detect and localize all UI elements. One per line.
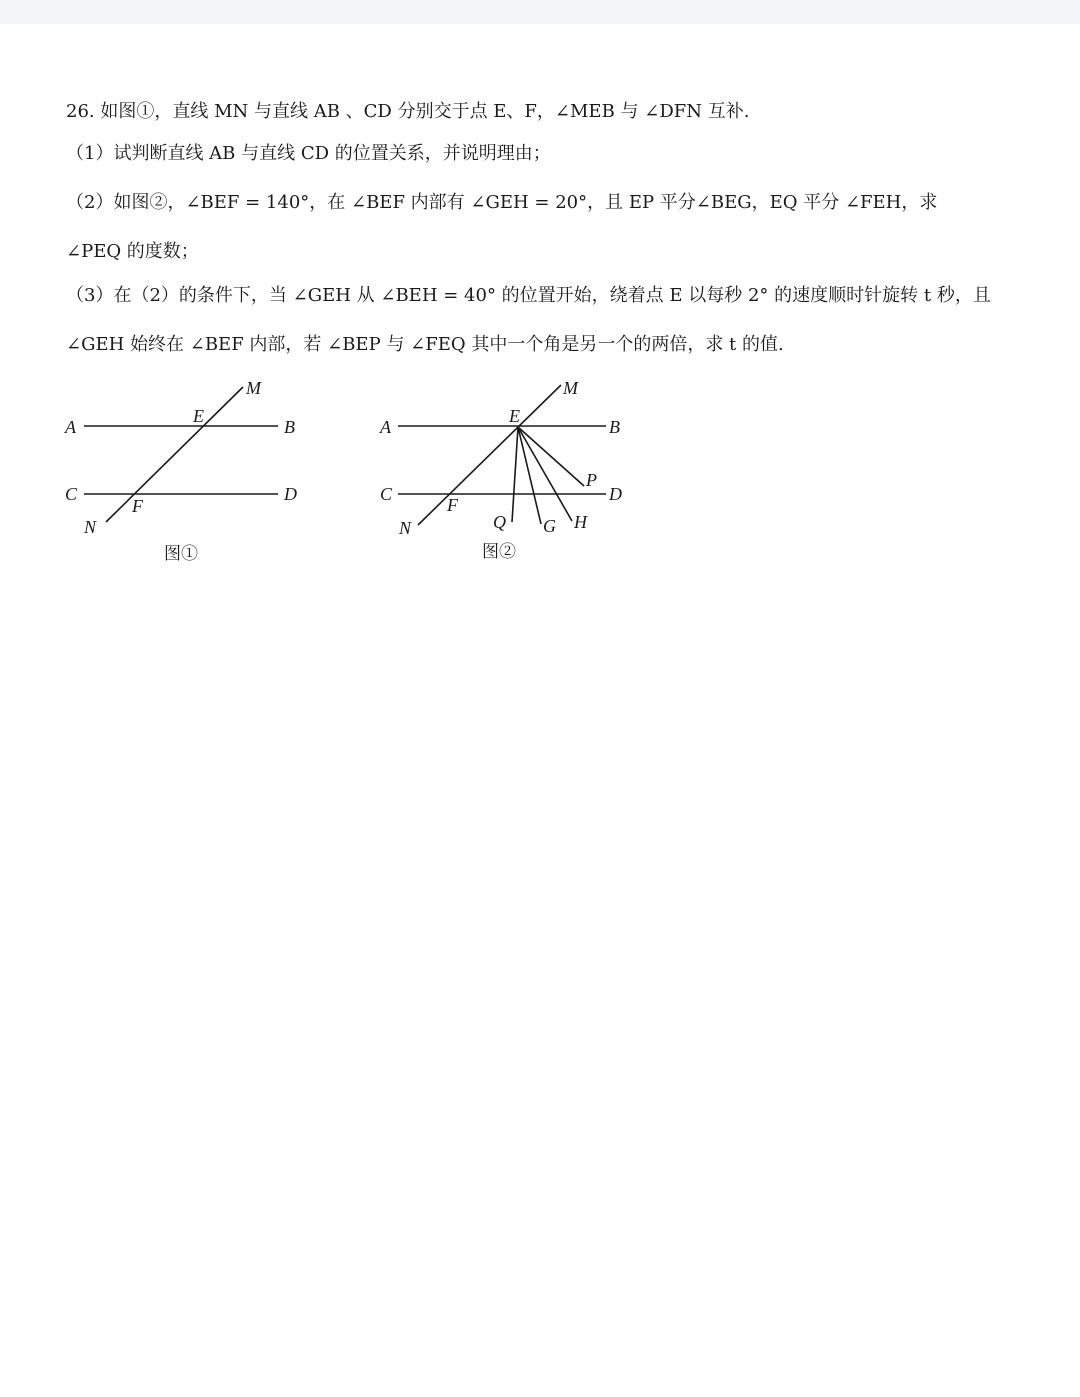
fig1-label-b: B [284, 417, 295, 437]
fig2-label-m: M [563, 378, 578, 398]
fig1-label-f: F [132, 496, 143, 516]
fig1-label-d: D [284, 484, 297, 504]
problem-statement: 26. 如图①，直线 MN 与直线 AB 、CD 分别交于点 E、F，∠MEB 与 ∠DFN 互补. [66, 101, 750, 122]
figure-1-caption: 图① [164, 544, 198, 564]
part-3-question: （3）在（2）的条件下，当 ∠GEH 从 ∠BEH = 40° 的位置开始，绕着点 E 以每秒 2° 的速度顺时针旋转 t 秒，且 [66, 285, 991, 306]
part-1-question: （1）试判断直线 AB 与直线 CD 的位置关系，并说明理由； [66, 143, 551, 164]
part-2-question-cont: ∠PEQ 的度数； [66, 241, 199, 262]
fig1-label-c: C [65, 484, 78, 504]
fig2-label-q: Q [493, 512, 506, 532]
fig1-label-a: A [65, 417, 76, 437]
fig2-line-mn [418, 385, 561, 525]
fig2-label-c: C [380, 484, 393, 504]
fig2-label-g: G [543, 516, 556, 536]
fig1-label-m: M [246, 378, 261, 398]
fig2-label-e: E [509, 406, 520, 426]
fig2-label-a: A [380, 417, 391, 437]
fig2-label-b: B [609, 417, 620, 437]
fig2-label-f: F [447, 495, 458, 515]
fig2-label-d: D [609, 484, 622, 504]
fig2-label-p: P [586, 470, 597, 490]
part-3-question-cont: ∠GEH 始终在 ∠BEF 内部，若 ∠BEP 与 ∠FEQ 其中一个角是另一个的两倍，求 t 的值. [66, 334, 784, 355]
fig2-ray-eh [518, 427, 572, 521]
fig2-label-n: N [399, 518, 412, 538]
fig2-ray-ep [518, 427, 584, 486]
fig2-ray-eg [518, 427, 541, 524]
fig1-line-mn [106, 387, 243, 522]
fig2-ray-eq [512, 427, 518, 522]
fig1-label-n: N [84, 517, 97, 537]
part-2-question: （2）如图②，∠BEF = 140°，在 ∠BEF 内部有 ∠GEH = 20°，且 EP 平分∠BEG，EQ 平分 ∠FEH，求 [66, 192, 938, 213]
fig1-label-e: E [193, 406, 204, 426]
fig2-label-h: H [574, 512, 587, 532]
figure-2-caption: 图② [482, 542, 516, 562]
